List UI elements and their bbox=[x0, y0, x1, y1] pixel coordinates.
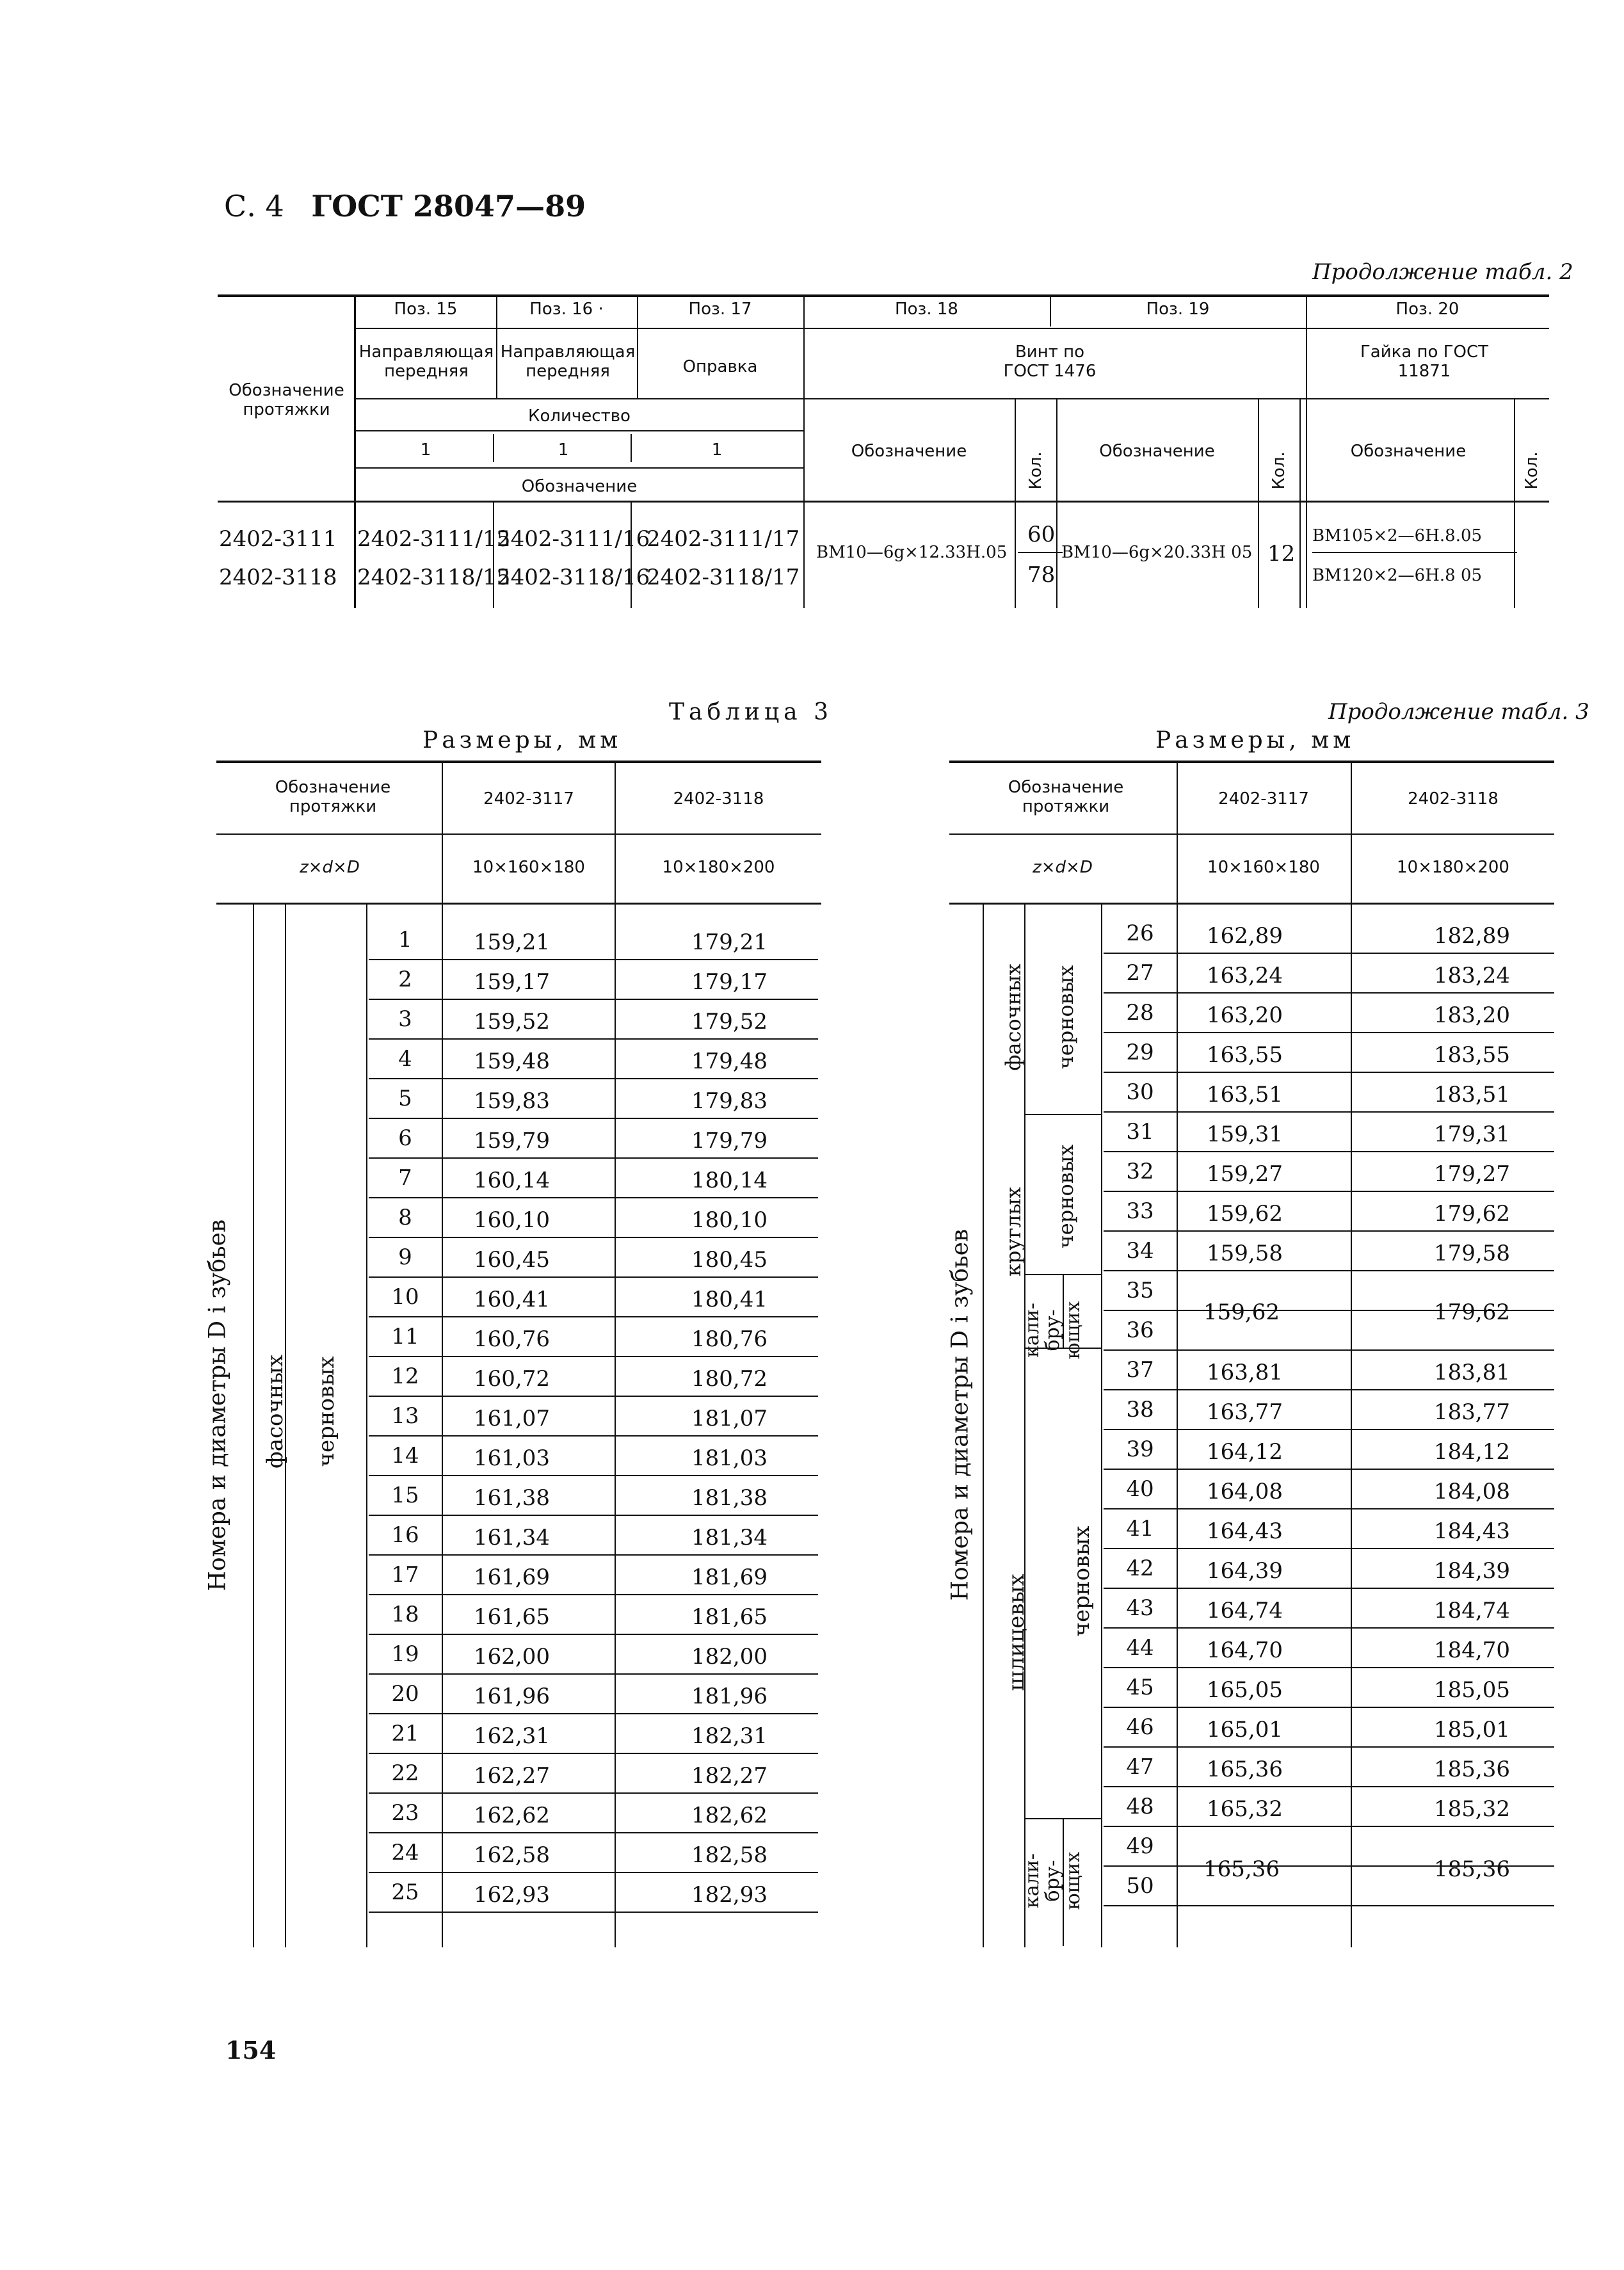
t2-pos20: Поз. 20 bbox=[1395, 300, 1459, 319]
value-2402-3117: 161,96 bbox=[474, 1684, 550, 1709]
value-2402-3117: 159,17 bbox=[474, 969, 550, 995]
value-2402-3118: 180,14 bbox=[691, 1168, 768, 1193]
t2-qty16: 1 bbox=[558, 440, 569, 460]
t2-qty17: 1 bbox=[711, 440, 723, 460]
row-number: 46 bbox=[1126, 1714, 1154, 1740]
value-2402-3118: 185,36 bbox=[1434, 1757, 1510, 1782]
t3r-merged-35-36-a: 159,62 bbox=[1203, 1300, 1280, 1325]
t3r-zdD2: 10×180×200 bbox=[1397, 858, 1509, 877]
t3l-col-designation: Обозначение протяжки bbox=[275, 778, 391, 816]
row-number: 49 bbox=[1126, 1833, 1154, 1859]
value-2402-3118: 184,70 bbox=[1434, 1638, 1510, 1663]
t3r-group-chamfer: фасочных bbox=[1001, 963, 1025, 1071]
value-2402-3117: 160,76 bbox=[474, 1326, 550, 1352]
value-2402-3117: 160,72 bbox=[474, 1366, 550, 1392]
value-2402-3117: 163,81 bbox=[1207, 1360, 1283, 1385]
row-number: 32 bbox=[1126, 1159, 1154, 1184]
row-number: 28 bbox=[1126, 1000, 1154, 1026]
t2-col-designation: Обозначение протяжки bbox=[229, 381, 344, 419]
page-header bbox=[224, 189, 586, 223]
row-number: 25 bbox=[391, 1880, 419, 1905]
value-2402-3118: 183,77 bbox=[1434, 1399, 1510, 1425]
value-2402-3118: 179,31 bbox=[1434, 1122, 1510, 1147]
value-2402-3117: 159,27 bbox=[1207, 1161, 1283, 1187]
row-number: 4 bbox=[398, 1046, 412, 1072]
value-2402-3117: 162,00 bbox=[474, 1644, 550, 1670]
value-2402-3118: 179,79 bbox=[691, 1128, 768, 1154]
t3r-group-round: круглых bbox=[1001, 1187, 1025, 1276]
value-2402-3117: 161,69 bbox=[474, 1565, 550, 1590]
t3l-zdD-label: z×d×D bbox=[300, 858, 360, 877]
value-2402-3117: 161,34 bbox=[474, 1525, 550, 1550]
row-number: 35 bbox=[1126, 1278, 1154, 1303]
page-prefix: С. 4 bbox=[224, 189, 284, 223]
value-2402-3118: 184,39 bbox=[1434, 1558, 1510, 1584]
value-2402-3118: 179,21 bbox=[691, 930, 768, 955]
value-2402-3118: 184,08 bbox=[1434, 1479, 1510, 1504]
row-number: 22 bbox=[391, 1760, 419, 1786]
value-2402-3118: 181,96 bbox=[691, 1684, 768, 1709]
row-number: 39 bbox=[1126, 1437, 1154, 1462]
value-2402-3118: 181,34 bbox=[691, 1525, 768, 1550]
value-2402-3117: 164,08 bbox=[1207, 1479, 1283, 1504]
row-number: 31 bbox=[1126, 1119, 1154, 1145]
row-number: 38 bbox=[1126, 1397, 1154, 1422]
value-2402-3117: 159,79 bbox=[474, 1128, 550, 1154]
value-2402-3118: 183,81 bbox=[1434, 1360, 1510, 1385]
row-number: 5 bbox=[398, 1086, 412, 1111]
value-2402-3118: 185,05 bbox=[1434, 1677, 1510, 1703]
value-2402-3117: 164,39 bbox=[1207, 1558, 1283, 1584]
t3r-group-spline: шлицевых bbox=[1004, 1574, 1029, 1691]
value-2402-3118: 182,62 bbox=[691, 1803, 768, 1828]
t3r-group-rough2: черновых bbox=[1054, 1144, 1078, 1249]
t2-pos15: Поз. 15 bbox=[394, 300, 458, 319]
t3-continuation: Продолжение табл. 3 bbox=[1328, 699, 1589, 725]
row-number: 36 bbox=[1126, 1317, 1154, 1343]
t3r-group-calib1: кали-бру-ющих bbox=[1021, 1301, 1084, 1360]
t2-kol19: 12 bbox=[1267, 541, 1296, 567]
t3l-zdD1: 10×160×180 bbox=[472, 858, 585, 877]
row-number: 2 bbox=[398, 967, 412, 992]
table2-continuation: Продолжение табл. 2 bbox=[1312, 259, 1573, 285]
t3l-row-title: Номера и диаметры D i зубьев bbox=[204, 1219, 231, 1591]
value-2402-3117: 163,24 bbox=[1207, 963, 1283, 988]
value-2402-3117: 162,62 bbox=[474, 1803, 550, 1828]
row-number: 43 bbox=[1126, 1595, 1154, 1621]
t2-row1-p15: 2402-3111/15 bbox=[357, 526, 511, 552]
value-2402-3118: 181,38 bbox=[691, 1485, 768, 1511]
t2-row2-p17: 2402-3118/17 bbox=[647, 565, 800, 590]
value-2402-3117: 160,10 bbox=[474, 1207, 550, 1233]
row-number: 47 bbox=[1126, 1754, 1154, 1780]
value-2402-3117: 159,52 bbox=[474, 1009, 550, 1034]
t2-kol20: Кол. bbox=[1522, 451, 1541, 490]
t2-pos18: Поз. 18 bbox=[895, 300, 958, 319]
t3-title: Таблица 3 bbox=[669, 699, 833, 725]
t2-name15: Направляющая передняя bbox=[358, 342, 494, 381]
t2-kol19: Кол. bbox=[1269, 451, 1289, 490]
row-number: 13 bbox=[391, 1403, 419, 1429]
t2-pos17: Поз. 17 bbox=[688, 300, 752, 319]
t2-qty15: 1 bbox=[420, 440, 431, 460]
t3l-code1: 2402-3117 bbox=[483, 789, 574, 809]
value-2402-3117: 160,41 bbox=[474, 1287, 550, 1312]
value-2402-3118: 179,48 bbox=[691, 1049, 768, 1074]
row-number: 40 bbox=[1126, 1476, 1154, 1502]
value-2402-3118: 181,69 bbox=[691, 1565, 768, 1590]
value-2402-3118: 184,74 bbox=[1434, 1598, 1510, 1623]
value-2402-3118: 182,27 bbox=[691, 1763, 768, 1789]
value-2402-3117: 165,01 bbox=[1207, 1717, 1283, 1743]
row-number: 33 bbox=[1126, 1198, 1154, 1224]
value-2402-3117: 162,27 bbox=[474, 1763, 550, 1789]
row-number: 1 bbox=[398, 927, 412, 953]
row-number: 27 bbox=[1126, 960, 1154, 986]
t2-pos19: Поз. 19 bbox=[1146, 300, 1210, 319]
value-2402-3118: 183,24 bbox=[1434, 963, 1510, 988]
value-2402-3117: 163,55 bbox=[1207, 1042, 1283, 1068]
value-2402-3118: 182,93 bbox=[691, 1882, 768, 1908]
value-2402-3118: 180,72 bbox=[691, 1366, 768, 1392]
t2-row1-p17: 2402-3111/17 bbox=[647, 526, 800, 552]
value-2402-3117: 159,31 bbox=[1207, 1122, 1283, 1147]
value-2402-3117: 162,89 bbox=[1207, 923, 1283, 949]
standard-code: ГОСТ 28047—89 bbox=[311, 189, 586, 223]
value-2402-3118: 184,43 bbox=[1434, 1518, 1510, 1544]
row-number: 3 bbox=[398, 1006, 412, 1032]
value-2402-3117: 164,70 bbox=[1207, 1638, 1283, 1663]
t3l-group-chamfer: фасочных bbox=[262, 1355, 288, 1469]
value-2402-3118: 180,41 bbox=[691, 1287, 768, 1312]
t3r-merged-49-50-a: 165,36 bbox=[1203, 1856, 1280, 1882]
t2-row1-p16: 2402-3111/16 bbox=[497, 526, 650, 552]
value-2402-3118: 182,89 bbox=[1434, 923, 1510, 949]
row-number: 44 bbox=[1126, 1635, 1154, 1661]
value-2402-3118: 181,03 bbox=[691, 1445, 768, 1471]
value-2402-3117: 159,83 bbox=[474, 1088, 550, 1114]
t2-name18-19: Винт по ГОСТ 1476 bbox=[1003, 342, 1097, 381]
value-2402-3118: 180,45 bbox=[691, 1247, 768, 1273]
row-number: 26 bbox=[1126, 921, 1154, 946]
t2-kol18: Кол. bbox=[1026, 451, 1045, 490]
value-2402-3117: 163,20 bbox=[1207, 1002, 1283, 1028]
value-2402-3118: 180,10 bbox=[691, 1207, 768, 1233]
t2-designation19: Обозначение bbox=[1099, 442, 1215, 461]
value-2402-3117: 161,65 bbox=[474, 1604, 550, 1630]
row-number: 19 bbox=[391, 1641, 419, 1667]
value-2402-3117: 165,05 bbox=[1207, 1677, 1283, 1703]
value-2402-3118: 179,58 bbox=[1434, 1241, 1510, 1266]
value-2402-3118: 179,17 bbox=[691, 969, 768, 995]
t2-row2-p15: 2402-3118/15 bbox=[357, 565, 511, 590]
value-2402-3118: 183,55 bbox=[1434, 1042, 1510, 1068]
row-number: 10 bbox=[391, 1284, 419, 1310]
row-number: 16 bbox=[391, 1522, 419, 1548]
row-number: 6 bbox=[398, 1125, 412, 1151]
value-2402-3117: 162,58 bbox=[474, 1842, 550, 1868]
row-number: 48 bbox=[1126, 1794, 1154, 1819]
t2-quantity: Количество bbox=[528, 407, 631, 426]
value-2402-3117: 164,43 bbox=[1207, 1518, 1283, 1544]
t3l-zdD2: 10×180×200 bbox=[662, 858, 775, 877]
value-2402-3117: 164,74 bbox=[1207, 1598, 1283, 1623]
t3l-group-rough: черновых bbox=[314, 1356, 339, 1467]
value-2402-3118: 182,58 bbox=[691, 1842, 768, 1868]
row-number: 45 bbox=[1126, 1675, 1154, 1700]
t2-designation-sub: Обозначение bbox=[521, 477, 638, 496]
t2-p19: BM10—6g×20.33H 05 bbox=[1061, 543, 1253, 562]
row-number: 15 bbox=[391, 1483, 419, 1508]
row-number: 42 bbox=[1126, 1556, 1154, 1581]
t2-row2-p16: 2402-3118/16 bbox=[497, 565, 650, 590]
t3r-merged-35-36-b: 179,62 bbox=[1434, 1300, 1510, 1325]
row-number: 17 bbox=[391, 1562, 419, 1588]
row-number: 24 bbox=[391, 1840, 419, 1865]
value-2402-3117: 165,32 bbox=[1207, 1796, 1283, 1822]
value-2402-3117: 162,93 bbox=[474, 1882, 550, 1908]
value-2402-3117: 161,03 bbox=[474, 1445, 550, 1471]
value-2402-3118: 183,51 bbox=[1434, 1082, 1510, 1107]
value-2402-3118: 185,01 bbox=[1434, 1717, 1510, 1743]
t2-row2-p20: BM120×2—6H.8 05 bbox=[1312, 566, 1483, 585]
value-2402-3117: 159,21 bbox=[474, 930, 550, 955]
row-number: 41 bbox=[1126, 1516, 1154, 1542]
value-2402-3118: 183,20 bbox=[1434, 1002, 1510, 1028]
t2-name17: Оправка bbox=[682, 357, 758, 376]
value-2402-3118: 179,83 bbox=[691, 1088, 768, 1114]
value-2402-3118: 185,32 bbox=[1434, 1796, 1510, 1822]
t2-row1-code: 2402-3111 bbox=[219, 526, 337, 552]
t3l-code2: 2402-3118 bbox=[673, 789, 764, 809]
value-2402-3117: 162,31 bbox=[474, 1723, 550, 1749]
t2-row2-kol18: 78 bbox=[1027, 562, 1056, 588]
t2-name20: Гайка по ГОСТ 11871 bbox=[1360, 342, 1489, 381]
t3r-row-title: Номера и диаметры D i зубьев bbox=[947, 1228, 974, 1601]
t2-row2-code: 2402-3118 bbox=[219, 565, 337, 590]
t3r-zdD1: 10×160×180 bbox=[1207, 858, 1320, 877]
value-2402-3118: 184,12 bbox=[1434, 1439, 1510, 1465]
t3-units-right: Размеры, мм bbox=[1155, 727, 1355, 753]
value-2402-3117: 165,36 bbox=[1207, 1757, 1283, 1782]
value-2402-3117: 160,45 bbox=[474, 1247, 550, 1273]
value-2402-3117: 159,62 bbox=[1207, 1201, 1283, 1227]
row-number: 50 bbox=[1126, 1873, 1154, 1899]
row-number: 18 bbox=[391, 1602, 419, 1627]
value-2402-3118: 182,00 bbox=[691, 1644, 768, 1670]
row-number: 30 bbox=[1126, 1079, 1154, 1105]
t2-row1-kol18: 60 bbox=[1027, 522, 1056, 547]
value-2402-3117: 159,48 bbox=[474, 1049, 550, 1074]
row-number: 21 bbox=[391, 1721, 419, 1746]
row-number: 11 bbox=[391, 1324, 419, 1349]
value-2402-3117: 159,58 bbox=[1207, 1241, 1283, 1266]
page-number: 154 bbox=[225, 2036, 277, 2065]
row-number: 8 bbox=[398, 1205, 412, 1230]
row-number: 7 bbox=[398, 1165, 412, 1191]
t3r-code2: 2402-3118 bbox=[1408, 789, 1499, 809]
value-2402-3118: 180,76 bbox=[691, 1326, 768, 1352]
value-2402-3118: 179,27 bbox=[1434, 1161, 1510, 1187]
t2-pos16: Поз. 16 · bbox=[529, 300, 604, 319]
value-2402-3118: 179,52 bbox=[691, 1009, 768, 1034]
row-number: 14 bbox=[391, 1443, 419, 1469]
row-number: 34 bbox=[1126, 1238, 1154, 1264]
t3r-group-calib2: кали-бру-ющих bbox=[1021, 1851, 1084, 1910]
t3r-zdD-label: z×d×D bbox=[1033, 858, 1093, 877]
value-2402-3117: 161,07 bbox=[474, 1406, 550, 1431]
t2-name16: Направляющая передняя bbox=[500, 342, 636, 381]
value-2402-3117: 163,51 bbox=[1207, 1082, 1283, 1107]
t2-p18: BM10—6g×12.33H.05 bbox=[816, 543, 1008, 562]
t2-designation18: Обозначение bbox=[851, 442, 967, 461]
t3r-code1: 2402-3117 bbox=[1218, 789, 1309, 809]
value-2402-3117: 164,12 bbox=[1207, 1439, 1283, 1465]
row-number: 12 bbox=[391, 1364, 419, 1389]
value-2402-3118: 179,62 bbox=[1434, 1201, 1510, 1227]
row-number: 29 bbox=[1126, 1040, 1154, 1065]
value-2402-3118: 181,65 bbox=[691, 1604, 768, 1630]
row-number: 23 bbox=[391, 1800, 419, 1826]
t3r-group-rough3: черновых bbox=[1069, 1525, 1095, 1637]
value-2402-3118: 182,31 bbox=[691, 1723, 768, 1749]
value-2402-3117: 160,14 bbox=[474, 1168, 550, 1193]
t3-units-left: Размеры, мм bbox=[422, 727, 622, 753]
t3r-merged-49-50-b: 185,36 bbox=[1434, 1856, 1510, 1882]
row-number: 37 bbox=[1126, 1357, 1154, 1383]
row-number: 9 bbox=[398, 1244, 412, 1270]
value-2402-3117: 161,38 bbox=[474, 1485, 550, 1511]
value-2402-3117: 163,77 bbox=[1207, 1399, 1283, 1425]
t2-row1-p20: BM105×2—6H.8.05 bbox=[1312, 526, 1483, 545]
t3r-group-rough1: черновых bbox=[1054, 965, 1078, 1070]
t3r-col-designation: Обозначение протяжки bbox=[1008, 778, 1124, 816]
row-number: 20 bbox=[391, 1681, 419, 1707]
t2-designation20: Обозначение bbox=[1350, 442, 1467, 461]
value-2402-3118: 181,07 bbox=[691, 1406, 768, 1431]
